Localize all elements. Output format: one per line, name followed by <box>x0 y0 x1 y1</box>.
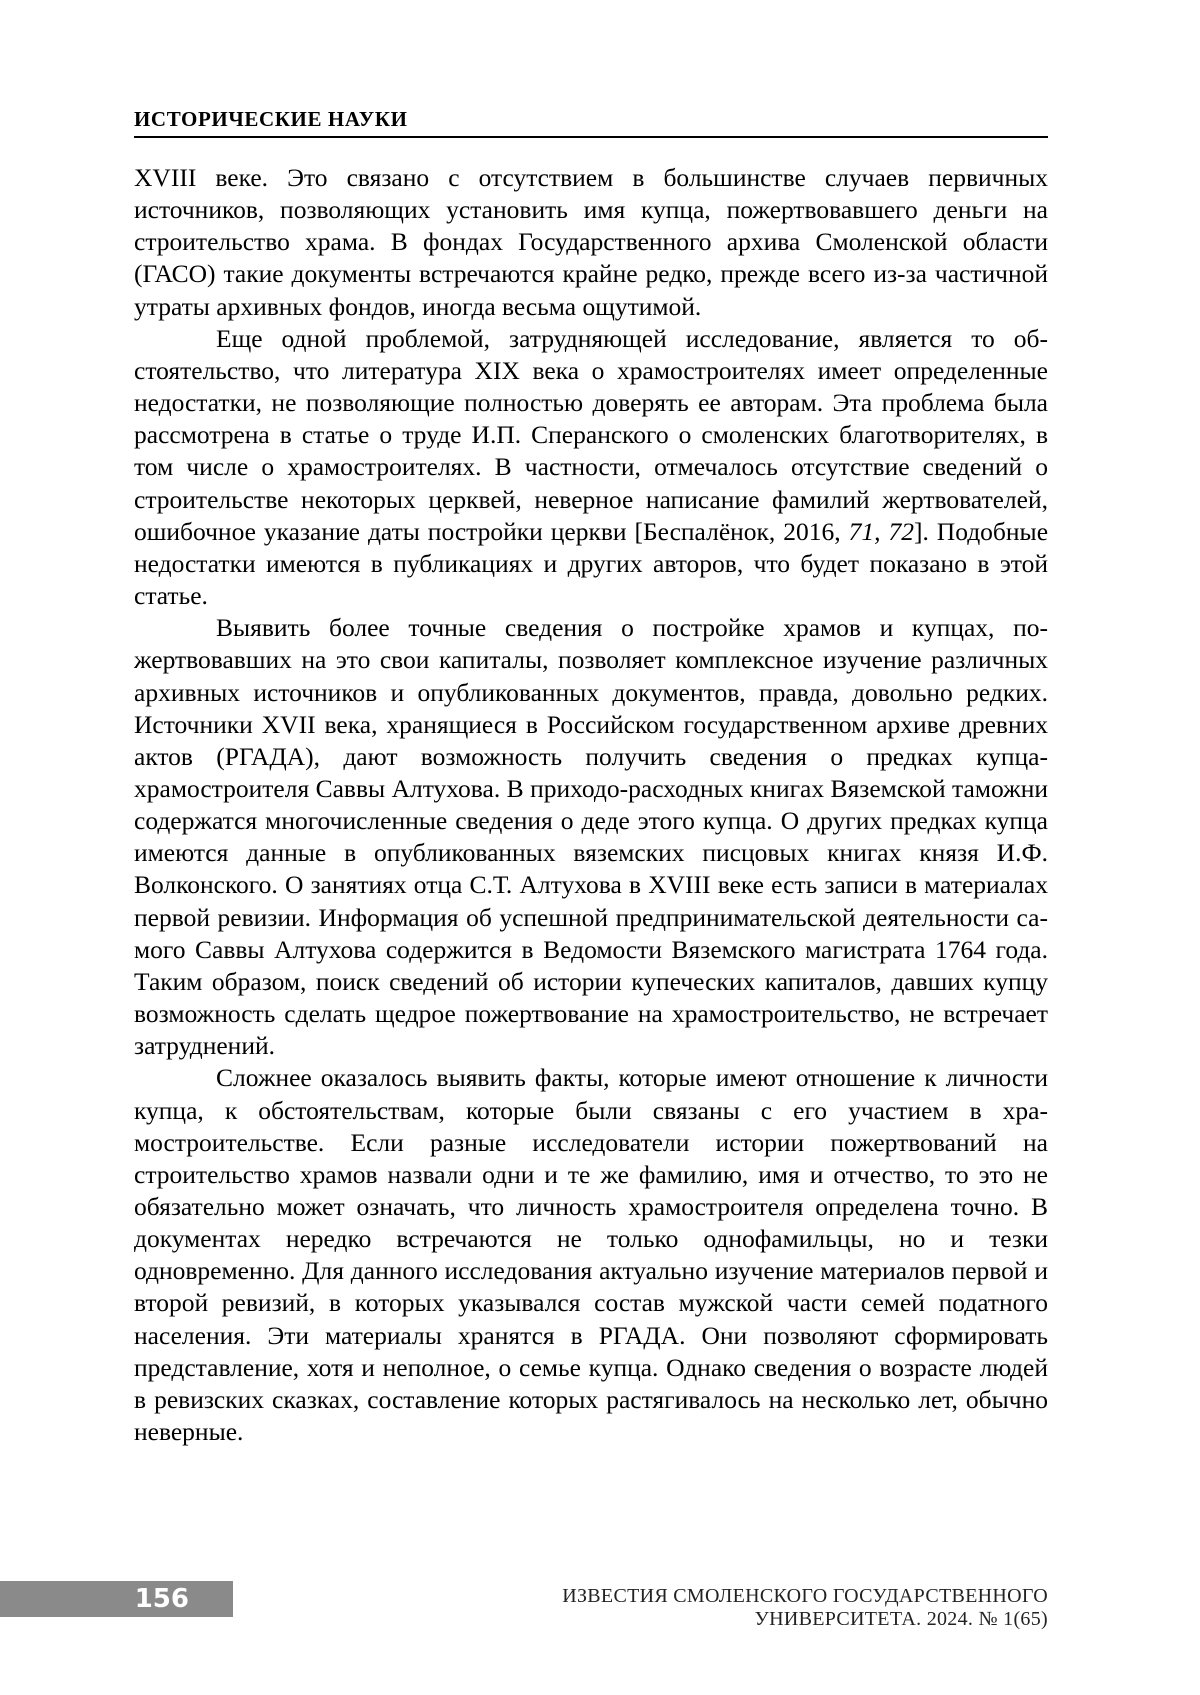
article-body <box>134 162 1048 1448</box>
citation-pages: 71, 72 <box>848 516 914 546</box>
running-header: ИСТОРИЧЕСКИЕ НАУКИ <box>134 107 408 131</box>
paragraph-4: Сложнее оказалось выявить факты, которые имеют отношение к личности купца, к обстоятельствам, которые были связаны с его участием в храмостроительстве. Если разные исследователи истории пожертвований на строительство храмов назвали одни и те же фамилию, имя и отчество, то это не обязательно может означать, что личность храмостроителя определена точно. В документах нередко встречаются не только однофамильцы, но и тезки одновременно. Для данного исследования актуально изучение материалов первой и второй ревизий, в которых указывался состав мужской части семей податного населения. Эти материалы хранятся в РГАДА. Они позволяют сформировать представление, хотя и неполное, о семье купца. Однако сведения о возрасте людей в ревизских сказках, составление которых растягивалось на несколько лет, обычно неверные. <box>134 1063 1048 1447</box>
header-rule <box>134 136 1048 138</box>
journal-citation: ИЗВЕСТИЯ СМОЛЕНСКОГО ГОСУДАРСТВЕННОГО УНИВЕРСИТЕТА. 2024. № 1(65) <box>562 1585 1048 1630</box>
paragraph-2-text-end: ]. Подобные недостатки имеются в публикациях и других авторов, что будет показано в этой статье. <box>134 516 1049 611</box>
paragraph-3: Выявить более точные сведения о постройке храмов и купцах, пожертвовавших на это свои капиталы, позволяет комплексное изучение различных архивных источников и опубликованных документов, правда, довольно редких. Источники XVII века, хранящиеся в Российском государственном архиве древних актов (РГАДА), дают возможность получить сведения о предках купца-храмостроителя Саввы Алтухова. В приходо-расходных книгах Вяземской таможни содержатся многочисленные сведения о деде этого купца. О других предках купца имеются данные в опубликованных вяземских писцовых книгах князя И.Ф. Волконского. О занятиях отца С.Т. Алтухова в XVIII веке есть записи в материалах первой ревизии. Информация об успешной предпринимательской деятельности самого Саввы Алтухова содержится в Ведомости Вяземского магистрата 1764 года. Таким образом, поиск сведений об истории купеческих капиталов, давших купцу возможность сделать щедрое пожертвование на храмостроительство, не встречает затруднений. <box>134 613 1048 1061</box>
paragraph-1: XVIII веке. Это связано с отсутствием в большинстве случаев первичных источников, позволяющих установить имя купца, пожертвовавшего деньги на строительство храма. В фондах Государственного архива Смоленской области (ГАСО) такие документы встречаются крайне редко, прежде всего из-за частичной утраты архивных фондов, иногда весьма ощутимой. <box>134 163 1048 321</box>
paragraph-2-text: Еще одной проблемой, затрудняющей исследование, является то обстоятельство, что литература XIX века о храмостроителях имеет определенные недостатки, не позволяющие полностью доверять ее авторам. Эта проблема была рассмотрена в статье о труде И.П. Сперанского о смоленских благотворителях, в том числе о храмостроителях. В частности, отмечалось отсутствие сведений о строительстве некоторых церквей, неверное написание фамилий жертвователей, ошибочное указание даты постройки церкви [Беспалёнок, 2016, <box>134 323 1048 546</box>
paragraph-2 <box>134 323 1048 612</box>
page-number: 156 <box>0 1581 233 1617</box>
